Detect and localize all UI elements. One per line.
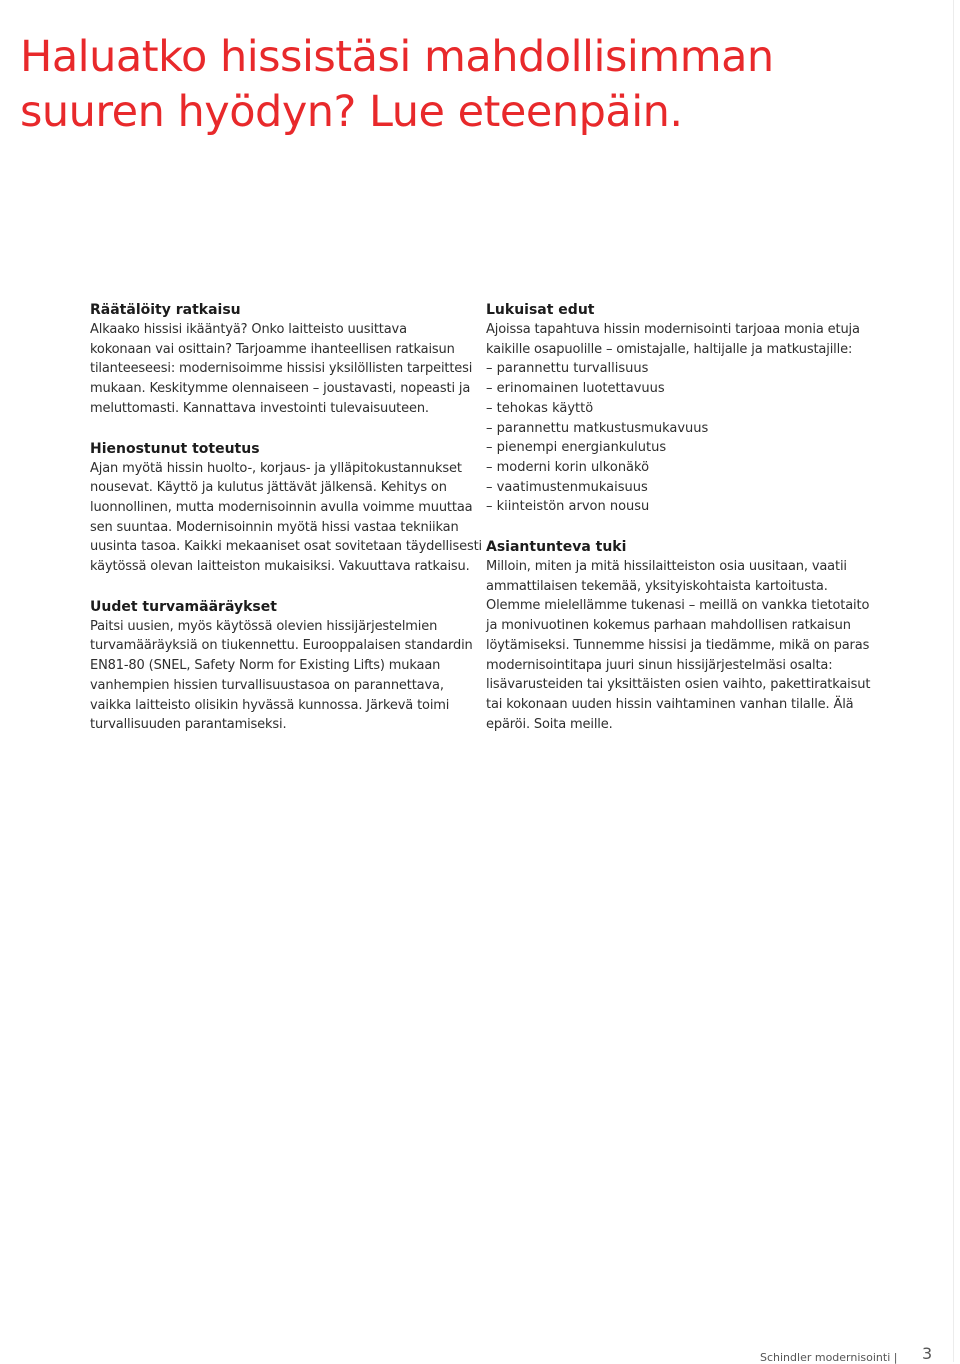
right-column — [486, 300, 878, 734]
body-line: käytössä olevan laitteiston mukaisiksi. Vakuuttava ratkaisu. — [90, 559, 470, 575]
body-line: modernisointitapa juuri sinun hissijärjestelmäsi osalta: — [486, 657, 833, 673]
body-line: turvamääräyksiä on tiukennettu. Eurooppalaisen standardin — [90, 638, 473, 654]
body-line: vaikka laitteisto olisikin hyvässä kunnossa. Järkevä toimi — [90, 697, 450, 713]
section-benefits — [486, 300, 878, 517]
section-heading: Asiantunteva tuki — [486, 539, 627, 556]
body-line: ja monivuotinen kokemus parhaan mahdollisen ratkaisun — [486, 618, 851, 634]
body-line: meluttomasti. Kannattava investointi tulevaisuuteen. — [90, 400, 429, 416]
list-item: – erinomainen luotettavuus — [486, 381, 665, 397]
page-title-line-2: suuren hyödyn? Lue eteenpäin. — [20, 87, 683, 137]
body-line: Ajan myötä hissin huolto-, korjaus- ja ylläpitokustannukset — [90, 460, 462, 476]
page-number: 3 — [922, 1344, 933, 1363]
benefits-list — [486, 359, 878, 517]
section-heading: Hienostunut toteutus — [90, 440, 260, 457]
body-line: Paitsi uusien, myös käytössä olevien hissijärjestelmien — [90, 618, 438, 634]
footer-text: Schindler modernisointi | — [760, 1351, 898, 1364]
body-line: ammattilaisen tekemää, yksityiskohtaista kartoitusta. — [486, 578, 828, 594]
body-line: uusinta tasoa. Kaikki mekaaniset osat sovitetaan täydellisesti — [90, 539, 482, 555]
list-item: – pienempi energiankulutus — [486, 440, 667, 456]
list-item: – parannettu turvallisuus — [486, 361, 649, 377]
body-line: Milloin, miten ja mitä hissilaitteiston osia uusitaan, vaatii — [486, 559, 847, 575]
section-heading: Uudet turvamääräykset — [90, 598, 277, 615]
list-item: – tehokas käyttö — [486, 400, 594, 416]
body-line: kokonaan vai osittain? Tarjoamme ihanteellisen ratkaisun — [90, 341, 455, 357]
section-expert-support — [486, 537, 878, 734]
body-line: luonnollinen, mutta modernisoinnin avulla voimme muuttaa — [90, 499, 473, 515]
section-heading: Lukuisat edut — [486, 302, 595, 318]
body-line: nousevat. Käyttö ja kulutus jättävät jälkensä. Kehitys on — [90, 480, 447, 496]
body-line: tai kokonaan uuden hissin vaihtaminen vanhan tilalle. Älä — [486, 696, 854, 712]
list-item: – moderni korin ulkonäkö — [486, 459, 650, 475]
list-item: – kiinteistön arvon nousu — [486, 499, 650, 515]
list-item: – vaatimustenmukaisuus — [486, 479, 648, 495]
body-line: EN81-80 (SNEL, Safety Norm for Existing Lifts) mukaan — [90, 658, 441, 674]
section-tailored-solution — [90, 300, 482, 419]
body-line: Olemme mielellämme tukenasi – meillä on vankka tietotaito — [486, 598, 870, 614]
page-title — [20, 30, 920, 140]
body-line: mukaan. Keskitymme olennaiseen – joustavasti, nopeasti ja — [90, 381, 471, 397]
body-line: sen suuntaa. Modernisoinnin myötä hissi vastaa tekniikan — [90, 519, 459, 535]
body-line: löytämiseksi. Tunnemme hissisi ja tiedämme, mikä on paras — [486, 637, 870, 653]
page-footer — [760, 1344, 933, 1364]
body-line: epäröi. Soita meille. — [486, 716, 613, 732]
section-refined-implementation — [90, 439, 482, 577]
page-title-line-1: Haluatko hissistäsi mahdollisimman — [20, 32, 774, 82]
page-edge — [953, 0, 954, 1362]
left-column — [90, 300, 482, 735]
body-line: turvallisuuden parantamiseksi. — [90, 717, 287, 733]
body-line: vanhempien hissien turvallisuustasoa on parannettava, — [90, 677, 444, 693]
section-heading: Räätälöity ratkaisu — [90, 302, 241, 318]
section-safety-regulations — [90, 597, 482, 735]
body-line: Ajoissa tapahtuva hissin modernisointi tarjoaa monia etuja — [486, 322, 860, 337]
body-line: tilanteeseesi: modernisoimme hissisi yksilöllisten tarpeittesi — [90, 361, 473, 377]
body-line: lisävarusteiden tai yksittäisten osien vaihto, pakettiratkaisut — [486, 677, 871, 693]
body-line: Alkaako hissisi ikääntyä? Onko laitteisto uusittava — [90, 322, 407, 337]
list-item: – parannettu matkustusmukavuus — [486, 420, 709, 436]
body-line: kaikille osapuolille – omistajalle, haltijalle ja matkustajille: — [486, 341, 853, 357]
